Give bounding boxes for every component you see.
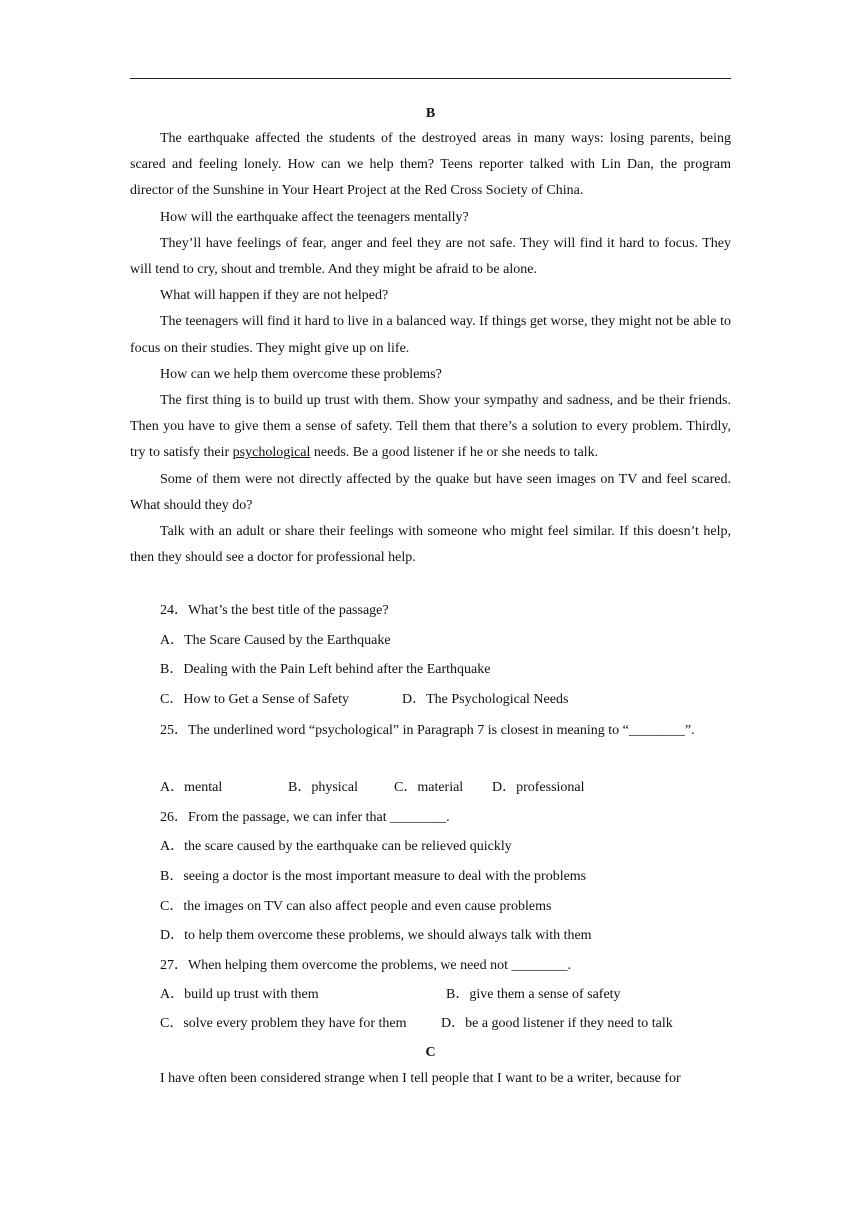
section-heading-b: B [425,106,436,121]
passage-paragraph: The earthquake affected the students of the destroyed areas in many ways: losing parents, being scared and feeling lonely. How can we help them? Teens reporter talked with Lin Dan, the program director of the Sunshine in Your Heart Project at the Red Cross Society of China. [130,131,731,199]
answer-text: needs. Be a good listener if he or she needs to talk. [310,445,599,461]
question-25-stem: 25．The underlined word “psychological” in Paragraph 7 is closest in meaning to “________”. [160,723,695,738]
question-27-stem: 27．When helping them overcome the problems, we need not ________. [160,958,571,973]
question-26-option-a[interactable]: A．the scare caused by the earthquake can be relieved quickly [160,839,512,854]
question-26-option-c[interactable]: C．the images on TV can also affect people and even cause problems [160,899,552,914]
question-27-option-c[interactable]: C．solve every problem they have for them [160,1016,407,1031]
question-24-option-c[interactable]: C．How to Get a Sense of Safety [160,692,349,707]
question-27-option-d[interactable]: D．be a good listener if they need to talk [441,1016,673,1031]
interview-question: What will happen if they are not helped? [160,288,389,304]
question-25-option-a[interactable]: A．mental [160,780,223,795]
question-26-stem: 26．From the passage, we can infer that ________. [160,810,450,825]
answer-text: The first thing is to build up trust with them. Show your sympathy and sadness, and be their friends. Then you have to give them a sense of safety. Tell them that there’s a solution to every problem. Thirdly, try to satisfy their [130,393,731,461]
interview-question: How can we help them overcome these problems? [160,366,442,382]
question-24-stem: 24．What’s the best title of the passage? [160,603,389,618]
question-25-option-b[interactable]: B．physical [288,780,358,795]
question-26-option-b[interactable]: B．seeing a doctor is the most important measure to deal with the problems [160,869,587,884]
question-25-stem-block [130,717,731,745]
interview-question: Some of them were not directly affected by the quake but have seen images on TV and feel scared. What should they do? [130,471,731,513]
interview-question: How will the earthquake affect the teenagers mentally? [160,209,469,225]
interview-answer [130,388,731,467]
interview-answer: The teenagers will find it hard to live in a balanced way. If things get worse, they might not be able to focus on their studies. They might give up on life. [130,314,731,356]
question-27-option-b[interactable]: B．give them a sense of safety [446,987,621,1002]
interview-answer: They’ll have feelings of fear, anger and feel they are not safe. They will find it hard to focus. They will tend to cry, shout and tremble. And they might be afraid to be alone. [130,235,731,278]
question-24-option-d[interactable]: D．The Psychological Needs [402,692,569,707]
question-27-option-a[interactable]: A．build up trust with them [160,987,319,1002]
passage-c [130,1066,731,1092]
question-25-option-d[interactable]: D．professional [492,780,585,795]
underlined-word: psychological [232,445,311,461]
section-heading-c: C [425,1045,436,1060]
interview-answer: Talk with an adult or share their feelings with someone who might feel similar. If this doesn’t help, then they should see a doctor for professional help. [130,524,731,566]
question-26-option-d[interactable]: D．to help them overcome these problems, we should always talk with them [160,928,592,943]
question-24-option-b[interactable]: B．Dealing with the Pain Left behind after the Earthquake [160,662,491,677]
question-24-option-a[interactable]: A．The Scare Caused by the Earthquake [160,633,391,648]
passage-paragraph: I have often been considered strange when I tell people that I want to be a writer, because for [160,1071,681,1086]
header-rule [130,78,731,79]
question-25-option-c[interactable]: C．material [394,780,464,795]
passage-b [130,126,731,571]
